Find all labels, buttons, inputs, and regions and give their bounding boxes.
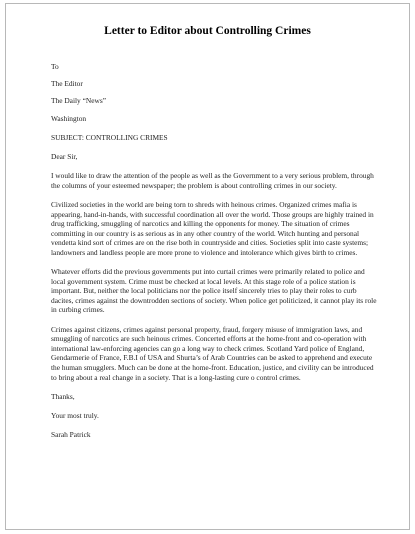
subject-line: SUBJECT: CONTROLLING CRIMES [51,132,168,142]
recipient-line-3: Washington [51,113,87,123]
signoff: Your most truly. [51,410,99,420]
paragraph-1: I would like to draw the attention of the people as well as the Government to a very serious problem, through the columns of your esteemed newspaper; the problem is about controlling crimes in our society. [51,171,374,190]
recipient-to: To [51,62,59,71]
salutation: Dear Sir, [51,151,78,161]
closing: Thanks, [51,391,75,401]
paragraph-3: Whatever efforts did the previous governments put into curtail crimes were primarily related to police and local government system. Crime must be checked at local levels. At this stage role of a police station is important. But, neither the local politicians nor the police itself sincerely tries to play their roles to curb dacites, crimes against the downtrodden sections of society. When police get politicized, it cannot play its role in curbing crimes. [51,267,377,315]
paragraph-4: Crimes against citizens, crimes against personal property, fraud, forgery misuse of immigration laws, and smuggling of narcotics are such heinous crimes. Concerted efforts at the home-front and co-operation with international law-enforcing agencies can go a long way to check crimes. Scotland Yard police of England, Gendarmerie of France, F.B.I of USA and Shurta’s of Arab Countries can be asked to apprehend and execute the human smugglers. Much can be done at the home-front. Education, justice, and civility can be introduced to bring about a real change in a society. That is a long-lasting cure o control crimes. [51,324,374,382]
paragraph-2: Civilized societies in the world are being torn to shreds with heinous crimes. Organized crimes mafia is appearing, hand-in-hands, with successful coordination all over the world. Those groups are highly trained in drug trafficking, smuggling of narcotics and killing the opponents for money. The situation of crimes committing in our country is as serious as in any other country of the world. Witch hunting and personal vendetta kind sort of crimes are on the rise both in countryside and cities. Societies split into caste systems; landowners and landless people are more prone to violence and intolerance which gives birth to crimes. [51,199,374,257]
recipient-line-1: The Editor [51,79,83,89]
letter-body [51,62,377,440]
recipient-line-2: The Daily “News” [51,96,106,106]
letter-page [5,3,410,530]
signature-name: Sarah Patrick [51,430,91,440]
page-title: Letter to Editor about Controlling Crimes [104,25,311,37]
